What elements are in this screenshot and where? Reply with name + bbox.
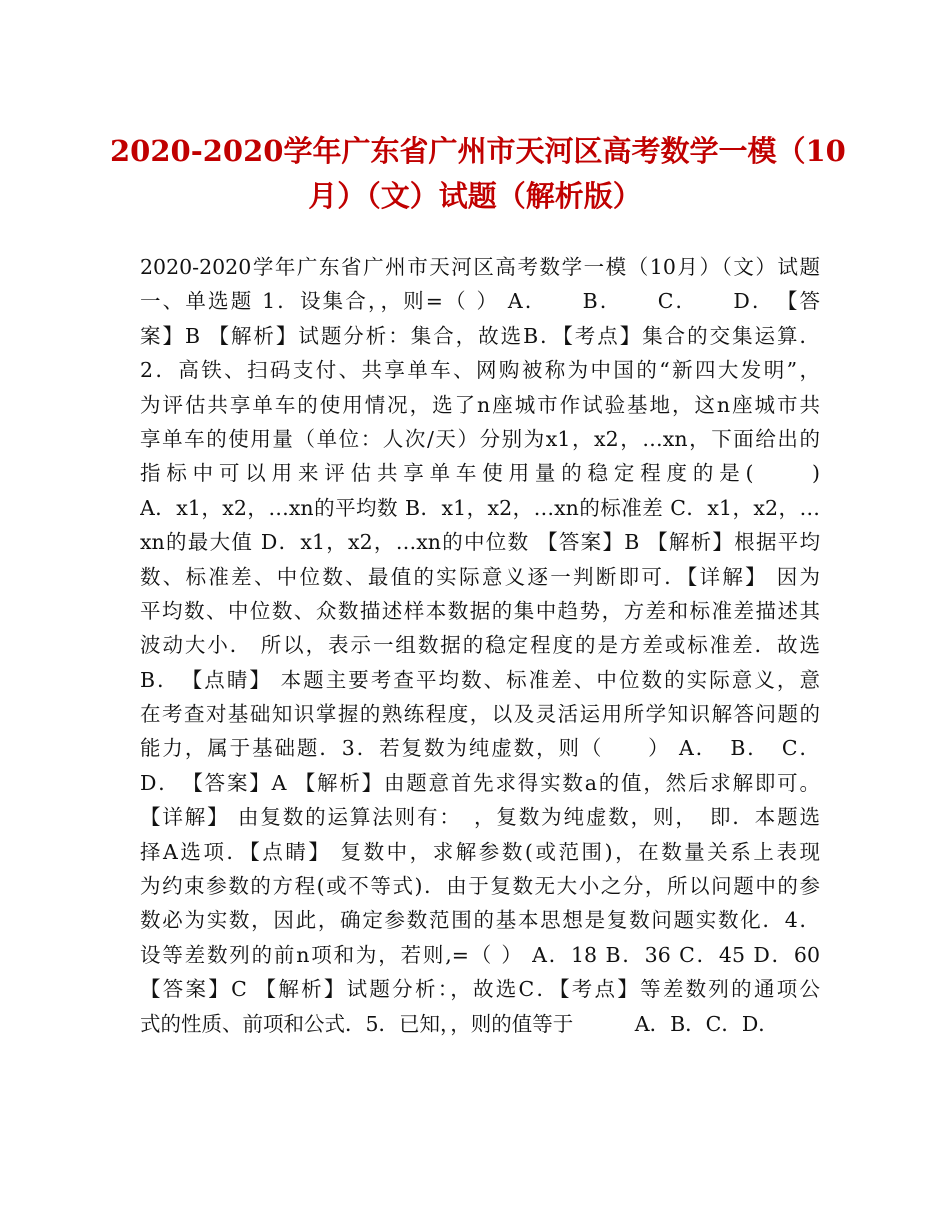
body-line: 一、单选题 1．设集合，，则=（ ） A． B． C． D． 【答 [140,289,820,314]
body-line: xn的最大值 D．x1，x2，…xn的中位数 【答案】B 【解析】根据平均 [140,530,820,555]
body-line: 指标中可以用来评估共享单车使用量的稳定程度的是( ) [140,461,820,486]
document-body [140,250,820,1041]
body-line: 数必为实数，因此，确定参数范围的基本思想是复数问题实数化．4． [140,908,820,933]
body-line: D． 【答案】A 【解析】由题意首先求得实数a的值，然后求解即可。 [140,770,820,795]
body-line: 式的性质、前项和公式．5．已知，，则的值等于 A．B．C．D． [140,1011,779,1036]
body-line: 能力，属于基础题．3．若复数为纯虚数，则（ ） A． B． C． [140,736,820,761]
body-line: 设等差数列的前n项和为，若则,=（ ） A．18 B．36 C．45 D．60 [140,942,820,967]
body-line: 【答案】C 【解析】试题分析：，故选C．【考点】等差数列的通项公 [140,977,820,1002]
body-line: 2020-2020学年广东省广州市天河区高考数学一模（10月）（文）试题 [140,255,820,279]
body-line: B． 【点睛】 本题主要考查平均数、标准差、中位数的实际意义，意 [140,667,820,692]
body-line: 为评估共享单车的使用情况，选了n座城市作试验基地，这n座城市共 [140,392,820,417]
body-line: 在考查对基础知识掌握的熟练程度，以及灵活运用所学知识解答问题的 [140,702,820,727]
body-line: 波动大小． 所以，表示一组数据的稳定程度的是方差或标准差．故选 [140,633,820,658]
body-line: A．x1，x2，…xn的平均数 B．x1，x2，…xn的标准差 C．x1，x2，… [140,495,820,520]
body-line: 为约束参数的方程(或不等式)．由于复数无大小之分，所以问题中的参 [140,874,820,899]
body-line: 择A选项．【点睛】 复数中，求解参数(或范围)，在数量关系上表现 [140,839,820,864]
document-title-line-1: 2020-2020学年广东省广州市天河区高考数学一模（10 [110,134,846,168]
body-line: 案】B 【解析】试题分析：集合，故选B．【考点】集合的交集运算． [140,323,820,348]
body-line: 享单车的使用量（单位：人次/天）分别为x1，x2，…xn，下面给出的 [140,426,820,451]
body-line: 平均数、中位数、众数描述样本数据的集中趋势，方差和标准差描述其 [140,598,820,623]
document-title-line-2: 月）（文）试题（解析版） [308,179,642,213]
body-line: 【详解】 由复数的运算法则有： ，复数为纯虚数，则， 即．本题选 [140,805,820,830]
body-line: 数、标准差、中位数、最值的实际意义逐一判断即可．【详解】 因为 [140,564,820,589]
body-line: 2．高铁、扫码支付、共享单车、网购被称为中国的“新四大发明”， [140,358,820,383]
